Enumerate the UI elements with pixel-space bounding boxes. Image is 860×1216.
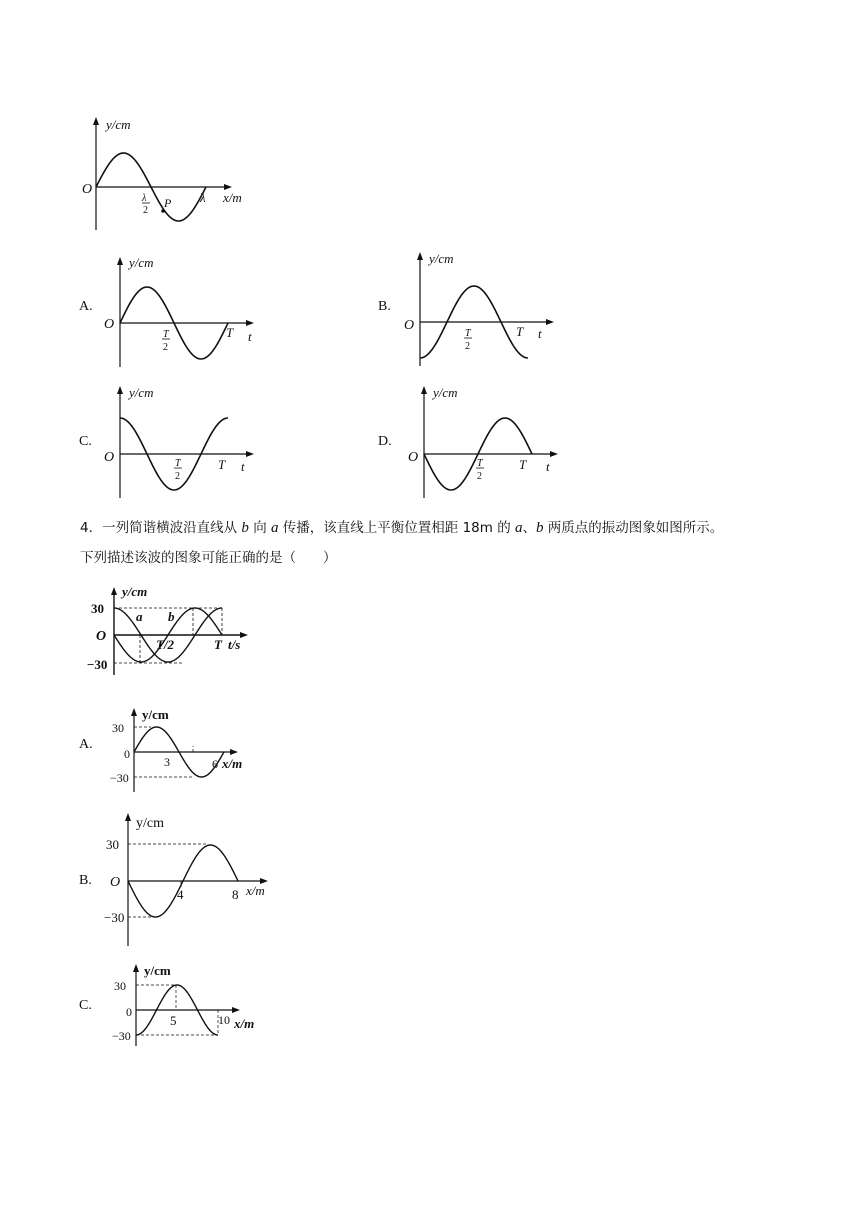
origin-label: O [82,182,93,197]
y-axis-arrow [417,252,423,260]
y-axis-arrow [117,386,123,394]
y-top-label: 30 [106,837,119,852]
question-text-5: 两质点的振动图象如图所示。 [547,520,724,536]
t-label: t [546,459,550,474]
period-label: T [519,457,527,472]
period-label: T [516,324,524,339]
y-label: y/cm [122,584,148,599]
q4-option-b-graph[interactable] [104,811,279,951]
q3-wave-figure [80,115,250,235]
q4-option-b-label[interactable]: B. [79,873,92,888]
q4-vibration-svg [84,585,259,685]
q3-option-a-svg [100,255,265,375]
t-label: t/s [228,637,241,652]
q3-wave-svg [80,115,250,235]
y-axis-arrow [421,386,427,394]
q3-option-c-label[interactable]: C. [79,434,92,449]
t-axis-arrow [550,451,558,457]
period-label: T [226,325,234,340]
var-a: a [270,520,279,536]
x-end-label: 10 [218,1013,230,1027]
q3-option-c-svg [100,384,265,504]
q3-option-a-graph[interactable] [100,255,265,375]
q4-option-a-label[interactable]: A. [79,737,93,752]
half-period-numerator: T [163,329,169,340]
t-axis-arrow [246,451,254,457]
y-label: y/cm [129,385,154,400]
zero-label: O [110,875,121,890]
q4-option-c-svg [108,962,273,1052]
y-label: y/cm [433,385,458,400]
q4-option-c-label[interactable]: C. [79,998,92,1013]
t-label: t [248,329,252,344]
var-b: b [241,520,249,536]
x-label: x/m [246,883,265,898]
y-axis-arrow [93,117,99,125]
tick-full-label: λ [200,190,206,205]
curve-a-label: a [136,609,143,624]
curve-b-label: b [168,609,175,624]
question-4-line-1 [80,513,820,543]
t-label: t [241,459,245,474]
x-mid-label: 5 [170,1013,177,1028]
x-mid-label: 3 [164,755,170,769]
zero-label: 0 [124,747,130,761]
y-bottom-label: −30 [112,1029,131,1043]
q3-option-d-graph[interactable] [404,384,569,504]
x-mid-label: 4 [177,887,184,902]
x-axis-arrow [230,749,238,755]
t-axis-arrow [240,632,248,638]
y-label: y/cm [136,816,164,831]
origin-label: O [404,318,415,333]
question-text-2: 向 [253,520,267,536]
half-period-label: T/2 [156,637,175,652]
question-4 [80,513,820,573]
origin-label: O [104,450,115,465]
y-axis-arrow [111,587,117,595]
q4-option-b-svg [104,811,279,951]
half-period-numerator: T [477,458,483,469]
point-p-label: P [164,196,172,210]
y-axis-arrow [117,257,123,265]
y-bottom-label: −30 [110,771,129,785]
question-text-1: 一列简谐横波沿直线从 [102,520,238,536]
half-period-numerator: T [175,458,181,469]
q3-option-c-graph[interactable] [100,384,265,504]
q3-option-b-graph[interactable] [400,250,565,370]
y-top-label: 30 [112,721,124,735]
x-end-label: 6 [212,757,218,771]
period-label: T [218,457,226,472]
q3-option-a-label[interactable]: A. [79,299,93,314]
q3-option-d-label[interactable]: D. [378,434,392,449]
y-label: y/cm [129,255,154,270]
x-label: x/m [222,756,243,771]
zero-label: 0 [126,1005,132,1019]
t-axis-arrow [546,319,554,325]
var-a2: a [515,520,523,536]
q4-vibration-figure [84,585,259,685]
question-4-line-2: 下列描述该波的图象可能正确的是（ ） [80,550,337,566]
tick-half-numerator: λ [142,193,147,204]
half-period-denominator: 2 [163,342,168,353]
half-period-denominator: 2 [477,471,482,482]
q3-option-b-svg [400,250,565,370]
q4-option-c-graph[interactable] [108,962,273,1052]
half-period-denominator: 2 [175,471,180,482]
y-top-label: 30 [114,979,126,993]
half-period-denominator: 2 [465,341,470,352]
question-number: 4． [80,520,103,536]
origin-label: O [408,450,419,465]
x-axis-arrow [232,1007,240,1013]
y-axis-arrow [133,964,139,972]
y-label: y/cm [429,251,454,266]
q3-option-b-label[interactable]: B. [378,299,391,314]
x-label: x/m [223,190,242,205]
y-bottom-label: −30 [87,657,108,672]
q3-option-d-svg [404,384,569,504]
half-period-numerator: T [465,328,471,339]
y-label: y/cm [144,963,171,978]
tick-half-denominator: 2 [143,205,148,216]
question-text-4: 、 [522,520,536,536]
y-top-label: 30 [91,601,104,616]
origin-label: O [104,317,115,332]
q4-option-a-svg [106,706,256,796]
x-label: x/m [234,1016,255,1031]
question-text-3: 传播，该直线上平衡位置相距 18m 的 [282,520,511,536]
y-label: y/cm [142,707,169,722]
x-end-label: 8 [232,887,239,902]
t-axis-arrow [246,320,254,326]
y-label: y/cm [106,117,131,132]
y-bottom-label: −30 [104,910,125,925]
origin-label: O [96,629,107,644]
y-axis-arrow [131,708,137,716]
var-b2: b [536,520,544,536]
y-axis-arrow [125,813,131,821]
q4-option-a-graph[interactable] [106,706,256,796]
period-label: T [214,637,222,652]
t-label: t [538,326,542,341]
